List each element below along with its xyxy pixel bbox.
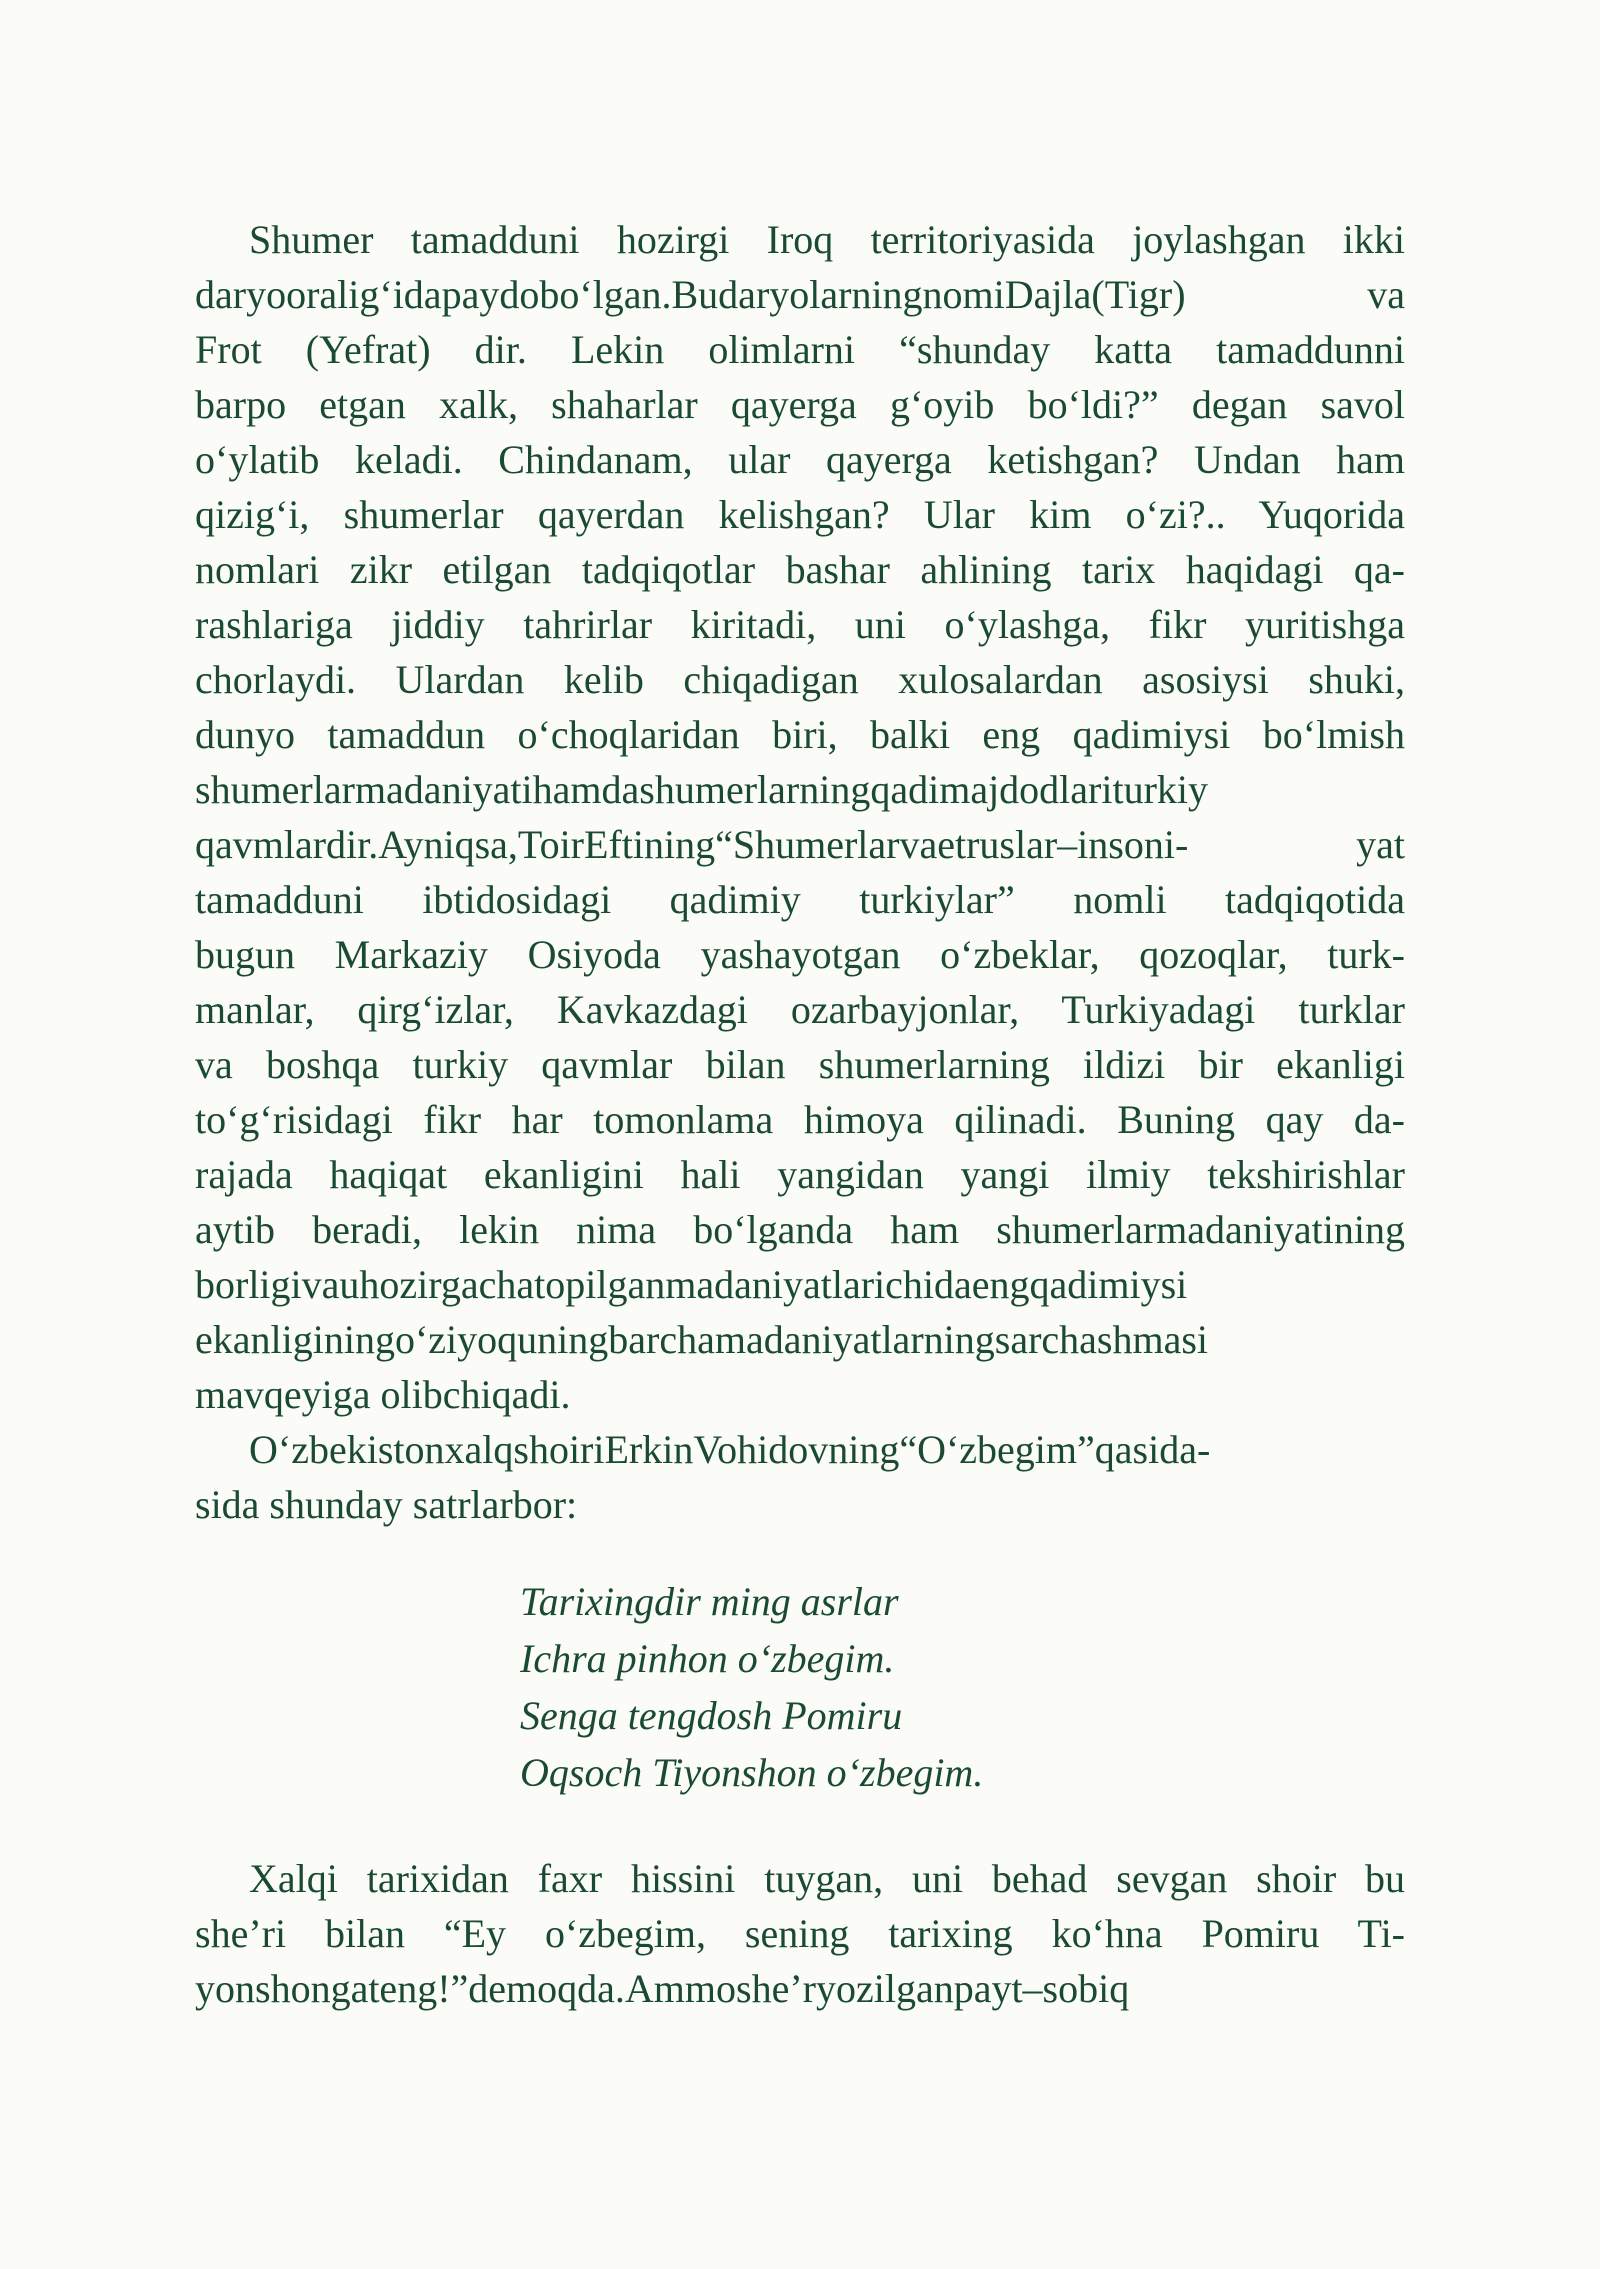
poem-line: Tarixingdir ming asrlar	[520, 1579, 899, 1624]
text-line: nomlari zikr etilgan tadqiqotlar bashar ahlining tarix haqidagi qa-	[195, 547, 1405, 592]
text-line: bugun Markaziy Osiyoda yashayotgan o‘zbeklar, qozoqlar, turk-	[195, 932, 1405, 977]
text-line: barpo etgan xalk, shaharlar qayerga g‘oyib bo‘ldi?” degan savol	[195, 382, 1405, 427]
text-line: qizig‘i, shumerlar qayerdan kelishgan? Ular kim o‘zi?.. Yuqorida	[195, 492, 1405, 537]
text-line: mavqeyiga olibchiqadi.	[195, 1372, 571, 1417]
paragraph-xalqi	[195, 1851, 1405, 2016]
text-line: aytib beradi, lekin nima bo‘lganda ham shumerlarmadaniyatining	[195, 1207, 1405, 1252]
text-line: yonshongateng!”demoqda.Ammoshe’ryozilganpayt–sobiq	[195, 1966, 1130, 2011]
text-line: Shumer tamadduni hozirgi Iroq territoriyasida joylashgan ikki	[249, 217, 1405, 262]
text-line: O‘zbekistonxalqshoiriErkinVohidovning“O‘zbegim”qasida-	[249, 1427, 1211, 1472]
text-line: shumerlarmadaniyatihamdashumerlarningqadimajdodlariturkiy	[195, 767, 1209, 812]
poem-line: Oqsoch Tiyonshon o‘zbegim.	[520, 1750, 984, 1795]
text-line: daryooralig‘idapaydobo‘lgan.BudaryolarningnomiDajla(Tigr) va	[195, 272, 1405, 317]
text-line: ekanliginingo‘ziyoquningbarchamadaniyatlarningsarchashmasi	[195, 1317, 1209, 1362]
text-line: sida shunday satrlarbor:	[195, 1482, 578, 1527]
text-line: rajada haqiqat ekanligini hali yangidan yangi ilmiy tekshirishlar	[195, 1152, 1405, 1197]
text-line: Xalqi tarixidan faxr hissini tuygan, uni behad sevgan shoir bu	[249, 1856, 1405, 1901]
text-line: o‘ylatib keladi. Chindanam, ular qayerga ketishgan? Undan ham	[195, 437, 1405, 482]
text-line: borligivauhozirgachatopilganmadaniyatlarichidaengqadimiysi	[195, 1262, 1188, 1307]
text-line: tamadduni ibtidosidagi qadimiy turkiylar” nomli tadqiqotida	[195, 877, 1405, 922]
text-line: chorlaydi. Ulardan kelib chiqadigan xulosalardan asosiysi shuki,	[195, 657, 1405, 702]
poem-line: Ichra pinhon o‘zbegim.	[520, 1636, 895, 1681]
text-line: to‘g‘risidagi fikr har tomonlama himoya qilinadi. Buning qay da-	[195, 1097, 1405, 1142]
text-line: dunyo tamaddun o‘choqlaridan biri, balki eng qadimiysi bo‘lmish	[195, 712, 1405, 757]
text-line: manlar, qirg‘izlar, Kavkazdagi ozarbayjonlar, Turkiyadagi turklar	[195, 987, 1405, 1032]
paragraph-vohidov	[195, 1422, 1405, 1532]
text-line: she’ri bilan “Ey o‘zbegim, sening tarixing ko‘hna Pomiru Ti-	[195, 1911, 1405, 1956]
text-line: Frot (Yefrat) dir. Lekin olimlarni “shunday katta tamaddunni	[195, 327, 1405, 372]
text-line: qavmlardir.Ayniqsa,ToirEftining“Shumerlarvaetruslar–insoni- yat	[195, 822, 1405, 867]
poem-line: Senga tengdosh Pomiru	[520, 1693, 903, 1738]
paragraph-shumer	[195, 212, 1405, 1422]
text-line: rashlariga jiddiy tahrirlar kiritadi, uni o‘ylashga, fikr yuritishga	[195, 602, 1405, 647]
text-line: va boshqa turkiy qavmlar bilan shumerlarning ildizi bir ekanligi	[195, 1042, 1405, 1087]
poem-excerpt	[520, 1573, 983, 1801]
